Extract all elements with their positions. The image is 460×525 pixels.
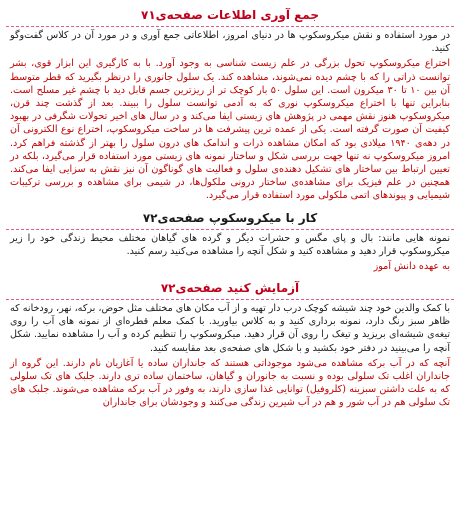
answer-note: به عهده دانش آموز	[373, 261, 450, 273]
answer-text: اختراع میکروسکوپ تحول بزرگی در علم زیست شناسی به وجود آورد. با به کارگیری این ابزار قوی، بشر توانست ذراتی را که با چشم دیده نمی‌شوند، مشاهده کند. یک سلول جانوری را درنظر بگیرید که قطر متوسط آن بین ۱۰ تا ۳۰ میکرون است. این سلول ۵۰ بار کوچک تر از ریزترین جسم قابل دید با چشم غیر مسلح است. بنابراین تنها با اختراع میکروسکوپ نوری که به آدمی توانست سلول را ببیند. بعد از گذشت چند قرن، میکروسکوپ هنوز نقش مهمی در پژوهش های زیستی ایفا می‌کند و در سال های اخیر تحولات شگرفی در بهبود کیفیت آن صورت گرفته است. یکی از عمده ترین پیشرفت ها در ساخت میکروسکوپ، اختراع نوع الکترونی آن در دهه‌ی ۱۹۴۰ میلادی بود که امکان مشاهده ذرات و اندامک های درون سلول را بهتر از گذشته فراهم کرد. امروز میکروسکوپ نه تنها جهت بررسی شکل و ساختار نمونه های زیستی مورد استفاده قرار می‌گیرد، بلکه در تعیین ارتباط بین ساختار های تشکیل دهنده‌ی سلول و فعالیت های گوناگون آن نیز نقش به سزایی ایفا می‌کند. همچنین در علم فیزیک برای مشاهده‌ی ساختار درونی ملکول‌ها، در شیمی برای مشاهده و بررسی ترکیبات شیمیایی و پیوندهای اتمی ملکولی مورد استفاده قرار می‌گیرد.	[10, 58, 451, 202]
section-data-collection	[6, 4, 454, 203]
section-title: جمع آوری اطلاعات صفحه‌ی۷۱	[6, 4, 454, 27]
question-text: با کمک والدین خود چند شیشه کوچک درب دار تهیه و از آب مکان های مختلف مثل حوض، برکه، نهر، رودخانه که ظاهر سبز رنگ دارد، نمونه برداری کنید و به کلاس بیاورید. با کمک معلم قطره‌ای از نمونه های آب را روی تیغه‌ی شیشه‌ای بریزید و تیغک را روی آن قرار دهید. میکروسکوپ را تنظیم کرده و آب را مشاهده نمایید. شکل آنچه را می‌بینید در دفتر خود بکشید و با شکل های صفحه‌ی بعد مقایسه کنید.	[10, 303, 450, 354]
answer-text: آنچه که در آب برکه مشاهده می‌شود موجوداتی هستند که جانداران ساده یا آغازیان نام دارند. این گروه از جانداران اغلب تک سلولی بوده و نسبت به جانوران و گیاهان، ساختمان ساده تری دارند. جلبک های تک سلولی که به علت داشتن سبزینه (کلروفیل) توانایی غذا سازی دارند، به وفور در آب برکه مشاهده می‌شوند. جلبک های تک سلولی هم در آب شور و هم در آب شیرین زندگی می‌کنند و وجودشان برای جانداران	[10, 357, 450, 409]
section-experiment	[6, 277, 454, 410]
question-text: در مورد استفاده و نقش میکروسکوپ ها در دنیای امروز، اطلاعاتی جمع آوری و در مورد آن در کلاس گفت‌وگو کنید.	[10, 30, 450, 55]
question-text: نمونه هایی مانند: بال و پای مگس و حشرات دیگر و گرده های گیاهان مختلف محیط زندگی خود را زیر میکروسکوپ قرار دهید و مشاهده کنید و شکل آنچه را مشاهده می‌کنید رسم کنید.	[10, 232, 450, 257]
section-microscope-work	[6, 207, 454, 273]
section-title: کار با میکروسکوپ صفحه‌ی۷۲	[6, 207, 454, 230]
section-title: آزمایش کنید صفحه‌ی۷۲	[6, 277, 454, 300]
